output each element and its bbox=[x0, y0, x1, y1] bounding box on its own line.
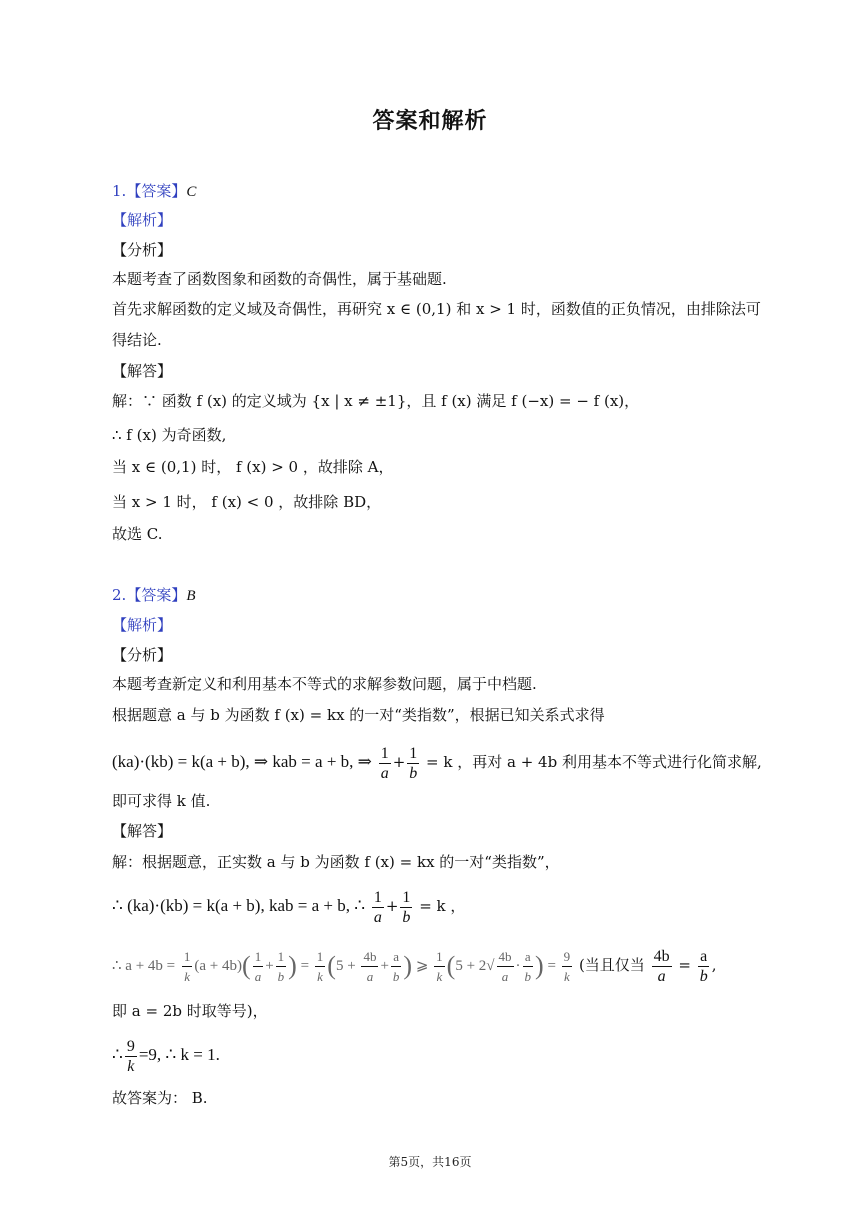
q2-inequality-start: ∴ a + 4b = bbox=[112, 958, 176, 974]
fraction-1-over-b: $\frac{1}{b}$ bbox=[409, 744, 418, 782]
q2-analysis-label: 【解析】 bbox=[112, 616, 173, 634]
q2-answer-heading bbox=[112, 584, 196, 607]
q2-solution-line2: ∴ (ka)·(kb) = k(a + b), kab = a + b, ∴ $\frac{1}{a}$ + $\frac{1}{b}$ = k ， bbox=[112, 888, 466, 926]
fraction-a-over-b: $\frac{a}{b}$ bbox=[699, 947, 708, 985]
q2-analysis-line2: 根据题意 a 与 b 为函数 f (x) = kx 的一对“类指数”，根据已知关系式求得 bbox=[112, 706, 605, 724]
fraction-1-over-a: $\frac{1}{a}$ bbox=[380, 744, 389, 782]
q2-analysis-line3-eq: (ka)·(kb) = k(a + b), ⇒ kab = a + b, ⇒ bbox=[112, 752, 372, 771]
q1-analysis-line2: 首先求解函数的定义域及奇偶性，再研究 x ∈ (0,1) 和 x > 1 时，函数值的正负情况，由排除法可 bbox=[112, 300, 761, 318]
fraction-4b-over-a: $\frac{4b}{a}$ bbox=[653, 947, 670, 985]
q2-solution-line2-rest: = k ， bbox=[419, 897, 466, 915]
q1-answer-value: C bbox=[186, 184, 197, 200]
q2-result: =9, ∴ k = 1. bbox=[138, 1045, 220, 1064]
q2-therefore: ∴ bbox=[112, 1045, 123, 1064]
q2-solution-line6: 故答案为： B. bbox=[112, 1089, 208, 1107]
fraction-1-over-k: $\frac{1}{k}$ bbox=[183, 948, 191, 984]
q1-solution-line3: 当 x ∈ (0,1) 时， f (x) > 0 ，故排除 A， bbox=[112, 458, 394, 476]
q1-solution-line5: 故选 C. bbox=[112, 525, 163, 543]
q1-analysis-line1: 本题考查了函数图象和函数的奇偶性，属于基础题. bbox=[112, 270, 447, 288]
fraction-1-over-b-2: $\frac{1}{b}$ bbox=[402, 888, 411, 926]
q1-solution-line2: ∴ f (x) 为奇函数, bbox=[112, 426, 227, 444]
fraction-1-over-a-2: $\frac{1}{a}$ bbox=[373, 888, 382, 926]
q2-answer-value: B bbox=[186, 588, 196, 604]
q1-answer-heading bbox=[112, 180, 196, 203]
fraction-9-over-k: $\frac{9}{k}$ bbox=[126, 1037, 135, 1075]
q2-analysis-line3-rest: = k ，再对 a + 4b 利用基本不等式进行化简求解, bbox=[426, 753, 762, 771]
q1-solution-line1: 解：∵ 函数 f (x) 的定义域为 {x | x ≠ ±1}，且 f (x) 满足 f (−x) = − f (x)， bbox=[112, 392, 640, 410]
q1-number: 1. bbox=[112, 182, 127, 200]
q2-solution-line3: ∴ a + 4b = $\frac{1}{k}$ (a + 4b)( $\frac{1}{a}$ + $\frac{1}{b}$ ) = $\frac{1}{k}$ (5 + $\frac{4b}{a}$ + $\frac{a}{b}$ ) ⩾ $\frac{1}{k}$ (5 + 2√ $\frac{4b}{a}$ · $\frac{a}{b}$ ) = $\frac{9}{k}$ (当且仅当 $\frac{4b}{a}$ = $\frac{a}{b}$ , bbox=[112, 947, 717, 985]
q2-analysis-line3: (ka)·(kb) = k(a + b), ⇒ kab = a + b, ⇒ $\frac{1}{a}$ + $\frac{1}{b}$ = k ，再对 a + 4b 利用基本不等式进行化简求解, bbox=[112, 744, 762, 782]
q2-solution-line2-eq: ∴ (ka)·(kb) = k(a + b), kab = a + b, ∴ bbox=[112, 896, 366, 915]
q1-answer-label: 【答案】 bbox=[126, 182, 187, 200]
q2-fenxi-label: 【分析】 bbox=[112, 646, 173, 664]
q2-solution-line4: 即 a = 2b 时取等号)， bbox=[112, 1002, 268, 1020]
q2-solution-line5 bbox=[112, 1030, 220, 1080]
page-title: 答案和解析 bbox=[372, 109, 488, 134]
q1-jieda-label: 【解答】 bbox=[112, 362, 173, 380]
q1-analysis-label: 【解析】 bbox=[112, 211, 173, 229]
q2-inequality-mid: (a + 4b) bbox=[194, 958, 243, 974]
page-footer: 第5页，共16页 bbox=[388, 1155, 472, 1169]
q1-analysis-line3: 得结论. bbox=[112, 331, 162, 349]
q1-solution-line4: 当 x > 1 时， f (x) < 0 ，故排除 BD， bbox=[112, 493, 382, 511]
q2-analysis-line1: 本题考查新定义和利用基本不等式的求解参数问题，属于中档题. bbox=[112, 675, 537, 693]
q2-solution-line1: 解：根据题意，正实数 a 与 b 为函数 f (x) = kx 的一对“类指数”， bbox=[112, 853, 560, 871]
q2-analysis-line4: 即可求得 k 值. bbox=[112, 792, 211, 810]
q2-answer-label: 【答案】 bbox=[126, 586, 187, 604]
q1-fenxi-label: 【分析】 bbox=[112, 241, 173, 259]
q2-jieda-label: 【解答】 bbox=[112, 822, 173, 840]
q2-equality-condition: (当且仅当 bbox=[578, 956, 645, 974]
q2-number: 2. bbox=[112, 586, 127, 604]
